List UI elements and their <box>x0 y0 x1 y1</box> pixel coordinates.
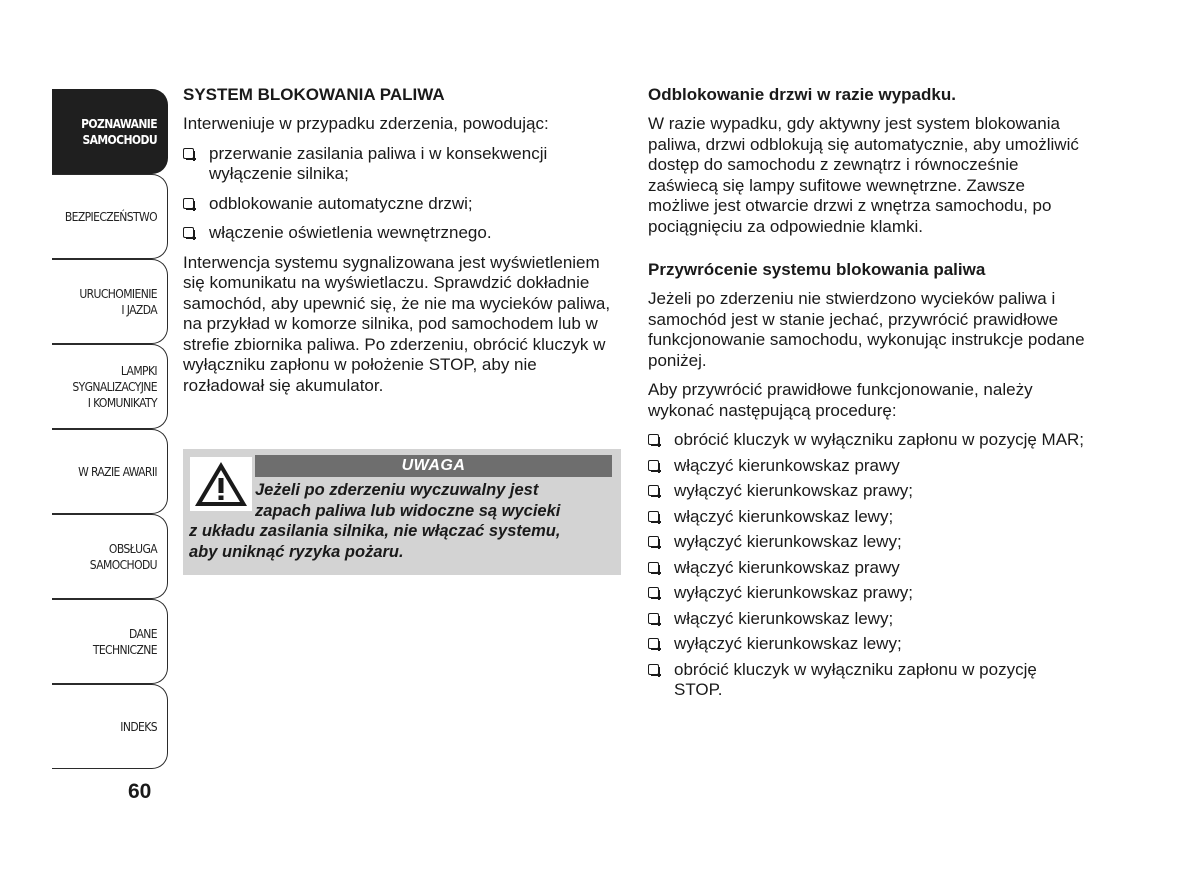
tab-label-line: POZNAWANIE <box>81 116 157 131</box>
warning-text <box>189 480 609 562</box>
tab-label-line: W RAZIE AWARII <box>78 464 157 479</box>
checkbox-bullet-icon <box>648 562 659 573</box>
list-item-text: odblokowanie automatyczne drzwi; <box>209 193 473 213</box>
list-item-text: włączyć kierunkowskaz prawy <box>674 455 900 475</box>
list-item-text: włączyć kierunkowskaz lewy; <box>674 506 894 526</box>
checkbox-bullet-icon <box>648 536 659 547</box>
list-item-text: włączyć kierunkowskaz prawy <box>674 557 900 577</box>
tab-dane-techniczne[interactable] <box>52 599 168 684</box>
warning-box <box>183 449 621 575</box>
checkbox-bullet-icon <box>648 587 659 598</box>
list-item-text: wyłączyć kierunkowskaz prawy; <box>674 583 914 602</box>
page-number: 60 <box>128 780 152 803</box>
tab-label-line: URUCHOMIENIE <box>79 286 157 301</box>
checkbox-bullet-icon <box>648 460 659 471</box>
section-heading: Odblokowanie drzwi w razie wypadku. <box>648 85 956 104</box>
list-item-text: włączyć kierunkowskaz lewy; <box>674 608 894 628</box>
list-item-text: obrócić kluczyk w wyłączniku zapłonu w pozycję STOP. <box>674 659 1037 699</box>
tab-bezpieczenstwo[interactable] <box>52 174 168 259</box>
warning-line: z układu zasilania silnika, nie włączać systemu, <box>189 522 561 540</box>
list-item <box>648 583 1088 604</box>
tab-lampki-sygnalizacyjne[interactable] <box>52 344 168 429</box>
tab-obsluga-samochodu[interactable] <box>52 514 168 599</box>
tab-label-line: SYGNALIZACYJNE <box>72 379 157 394</box>
effects-list <box>183 144 621 244</box>
list-item-text: wyłączyć kierunkowskaz prawy; <box>674 481 914 500</box>
warning-line: aby uniknąć ryzyka pożaru. <box>189 542 404 561</box>
tab-indeks[interactable] <box>52 684 168 769</box>
body-paragraph: Aby przywrócić prawidłowe funkcjonowanie, należy wykonać następującą procedurę: <box>648 380 1033 420</box>
list-item <box>183 223 621 244</box>
checkbox-bullet-icon <box>183 227 194 238</box>
list-item <box>183 194 621 215</box>
checkbox-bullet-icon <box>183 148 194 159</box>
tab-label-line: BEZPIECZEŃSTWO <box>64 209 157 224</box>
list-item-text: wyłączyć kierunkowskaz lewy; <box>674 532 902 551</box>
list-item <box>648 481 1088 502</box>
tab-poznawanie-samochodu[interactable] <box>52 89 168 174</box>
list-item <box>648 532 1088 553</box>
tab-label-line: I JAZDA <box>121 302 157 317</box>
tab-label-line: TECHNICZNE <box>92 642 157 657</box>
warning-line: Jeżeli po zderzeniu wyczuwalny jest <box>255 481 539 499</box>
tab-label-line: DANE <box>129 626 157 641</box>
list-item <box>648 634 1088 655</box>
body-paragraph: Interwencja systemu sygnalizowana jest wyświetleniem się komunikatu na wyświetlaczu. Sprawdzić dokładnie samochód, aby upewnić się, że nie ma wycieków paliwa, na przykład w komorze silnika, pod samochodem lub w strefie zbiornika paliwa. Po zderzeniu, obrócić kluczyk w wyłączniku zapłonu w położenie STOP, aby nie rozładował się akumulator. <box>183 252 611 395</box>
checkbox-bullet-icon <box>648 664 659 675</box>
left-column <box>183 84 621 405</box>
intro-text: Interweniuje w przypadku zderzenia, powodując: <box>183 114 549 133</box>
tab-uruchomienie-i-jazda[interactable] <box>52 259 168 344</box>
list-item <box>648 430 1088 451</box>
warning-line: zapach paliwa lub widoczne są wycieki <box>255 501 561 520</box>
checkbox-bullet-icon <box>183 198 194 209</box>
list-item <box>648 558 1088 579</box>
body-paragraph: W razie wypadku, gdy aktywny jest system blokowania paliwa, drzwi odblokują się automatycznie, aby umożliwić dostęp do samochodu z zewnątrz i równocześnie zaświecą się lampy sufitowe wewnętrzne. Zawsze możliwe jest otwarcie drzwi z wnętrza samochodu, po pociągnięciu za odpowiednie klamki. <box>648 114 1079 236</box>
list-item <box>183 144 621 185</box>
tab-label-line: LAMPKI <box>120 363 157 378</box>
tab-label-line: SAMOCHODU <box>82 132 157 147</box>
tab-label-line: I KOMUNIKATY <box>87 395 157 410</box>
checkbox-bullet-icon <box>648 434 659 445</box>
tab-label-line: OBSŁUGA <box>108 541 157 556</box>
list-item-text: włączenie oświetlenia wewnętrznego. <box>209 223 492 242</box>
procedure-list <box>648 430 1088 701</box>
list-item-text: przerwanie zasilania paliwa i w konsekwencji wyłączenie silnika; <box>209 143 548 183</box>
list-item-text: wyłączyć kierunkowskaz lewy; <box>674 634 902 653</box>
tab-label-line: INDEKS <box>120 719 157 734</box>
right-column <box>648 84 1088 710</box>
section-heading: Przywrócenie systemu blokowania paliwa <box>648 260 986 279</box>
list-item <box>648 507 1088 528</box>
checkbox-bullet-icon <box>648 485 659 496</box>
list-item <box>648 456 1088 477</box>
checkbox-bullet-icon <box>648 511 659 522</box>
chapter-tabs <box>52 89 168 769</box>
list-item <box>648 660 1088 701</box>
tab-label-line: SAMOCHODU <box>89 557 157 572</box>
list-item-text: obrócić kluczyk w wyłączniku zapłonu w pozycję MAR; <box>674 430 1085 449</box>
tab-w-razie-awarii[interactable] <box>52 429 168 514</box>
section-heading: SYSTEM BLOKOWANIA PALIWA <box>183 85 445 104</box>
list-item <box>648 609 1088 630</box>
warning-title: UWAGA <box>255 455 612 477</box>
checkbox-bullet-icon <box>648 638 659 649</box>
checkbox-bullet-icon <box>648 613 659 624</box>
body-paragraph: Jeżeli po zderzeniu nie stwierdzono wycieków paliwa i samochód jest w stanie jechać, przywrócić prawidłowe funkcjonowanie samochodu, wykonując instrukcje podane poniżej. <box>648 289 1085 370</box>
